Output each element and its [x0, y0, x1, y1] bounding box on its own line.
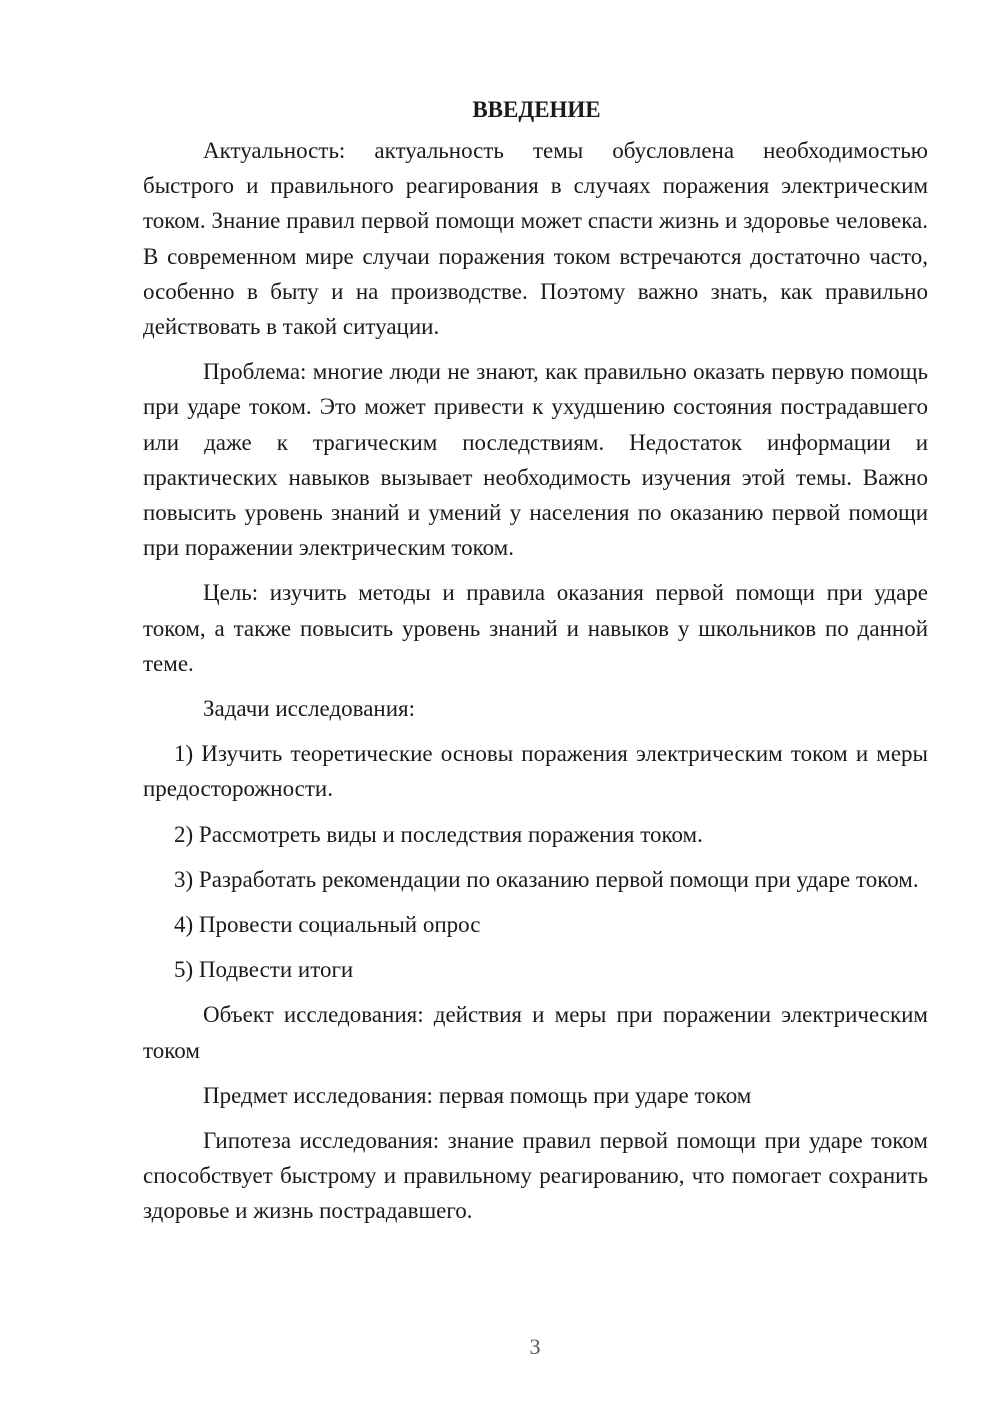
- paragraph-hypothesis: Гипотеза исследования: знание правил первой помощи при ударе током способствует быстрому и правильному реагированию, что помогает сохранить здоровье и жизнь пострадавшего.: [143, 1128, 928, 1224]
- task-item: 3) Разработать рекомендации по оказанию первой помощи при ударе током.: [174, 866, 919, 892]
- page-content: [143, 92, 928, 1239]
- task-item: 5) Подвести итоги: [174, 957, 354, 983]
- paragraph-subject: Предмет исследования: первая помощь при ударе током: [203, 1082, 752, 1108]
- page-number: 3: [529, 1334, 541, 1359]
- task-item: 1) Изучить теоретические основы поражения электрическим током и меры предосторожности.: [143, 741, 928, 802]
- tasks-heading: Задачи исследования:: [203, 696, 416, 722]
- task-item: 2) Рассмотреть виды и последствия поражения током.: [174, 821, 703, 847]
- paragraph-goal: Цель: изучить методы и правила оказания первой помощи при ударе током, а также повысить уровень знаний и навыков у школьников по данной теме.: [143, 580, 928, 676]
- paragraph-object: Объект исследования: действия и меры при поражении электрическим током: [143, 1002, 928, 1063]
- paragraph-relevance: Актуальность: актуальность темы обусловлена необходимостью быстрого и правильного реагирования в случаях поражения электрическим током. Знание правил первой помощи может спасти жизнь и здоровье человека. В современном мире случаи поражения током встречаются достаточно часто, особенно в быту и на производстве. Поэтому важно знать, как правильно действовать в такой ситуации.: [143, 138, 928, 340]
- paragraph-problem: Проблема: многие люди не знают, как правильно оказать первую помощь при ударе током. Это может привести к ухудшению состояния пострадавшего или даже к трагическим последствиям. Недостаток информации и практических навыков вызывает необходимость изучения этой темы. Важно повысить уровень знаний и умений у населения по оказанию первой помощи при поражении электрическим током.: [143, 359, 928, 561]
- page-title: ВВЕДЕНИЕ: [472, 97, 601, 122]
- task-item: 4) Провести социальный опрос: [174, 912, 481, 938]
